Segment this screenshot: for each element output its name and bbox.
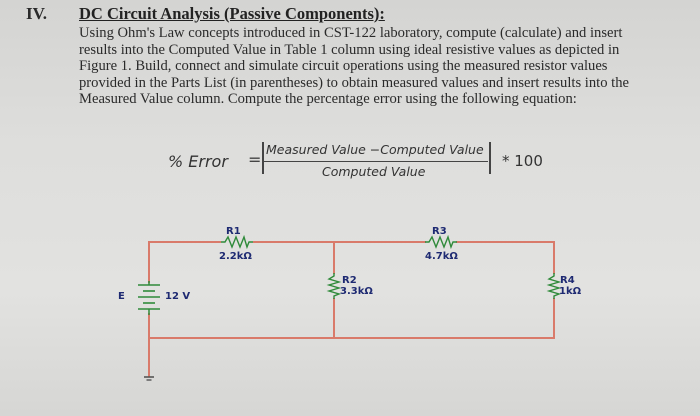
resistor-r3-icon — [425, 236, 457, 248]
source-name-label: E — [118, 291, 125, 302]
battery-icon — [136, 281, 162, 315]
wire-bottom — [148, 337, 555, 339]
wire-r2-top — [333, 241, 335, 274]
source-value-label: 12 V — [165, 291, 191, 302]
instructions-line: provided in the Parts List (in parentheses) to obtain measured values and insert results into the — [79, 74, 629, 91]
r1-name-label: R1 — [226, 226, 241, 237]
r4-value-label: 1kΩ — [559, 286, 582, 297]
r2-value-label: 3.3kΩ — [340, 286, 373, 297]
wire-r4-top — [553, 241, 555, 274]
r4-name-label: R4 — [560, 275, 575, 286]
wire-ground — [148, 337, 150, 377]
instructions-paragraph — [79, 25, 639, 108]
r3-value-label: 4.7kΩ — [425, 251, 458, 262]
resistor-r2-icon — [328, 273, 340, 299]
instructions-line: results into the Computed Value in Table 1 column using ideal resistive values as depicted in — [79, 41, 620, 58]
wire-top-mid — [253, 241, 426, 243]
wire-source-bottom — [148, 313, 150, 337]
wire-source-top — [148, 241, 150, 283]
wire-top-right — [456, 241, 555, 243]
equation-multiplier: * 100 — [502, 152, 543, 170]
instructions-line: Figure 1. Build, connect and simulate circuit operations using the measured resistor values — [79, 58, 608, 75]
wire-top-left — [148, 241, 221, 243]
section-heading: DC Circuit Analysis (Passive Components): — [79, 4, 385, 23]
fraction-line — [264, 161, 488, 162]
equation-denominator: Computed Value — [322, 164, 426, 179]
wire-r4-bottom — [553, 298, 555, 337]
wire-r2-bottom — [333, 298, 335, 337]
equation-equals: = — [248, 150, 262, 169]
instructions-line: Measured Value column. Compute the percentage error using the following equation: — [79, 91, 577, 108]
instructions-line: Using Ohm's Law concepts introduced in CST-122 laboratory, compute (calculate) and insert — [79, 25, 623, 41]
abs-bar-right — [489, 142, 491, 174]
r3-name-label: R3 — [432, 226, 447, 237]
r2-name-label: R2 — [342, 275, 357, 286]
abs-bar-left — [262, 142, 264, 174]
r1-value-label: 2.2kΩ — [219, 251, 252, 262]
equation-lhs: % Error — [168, 152, 228, 171]
resistor-r1-icon — [221, 236, 253, 248]
equation-numerator: Measured Value −Computed Value — [266, 142, 484, 157]
ground-icon — [144, 376, 154, 382]
section-number: IV. — [26, 4, 47, 23]
